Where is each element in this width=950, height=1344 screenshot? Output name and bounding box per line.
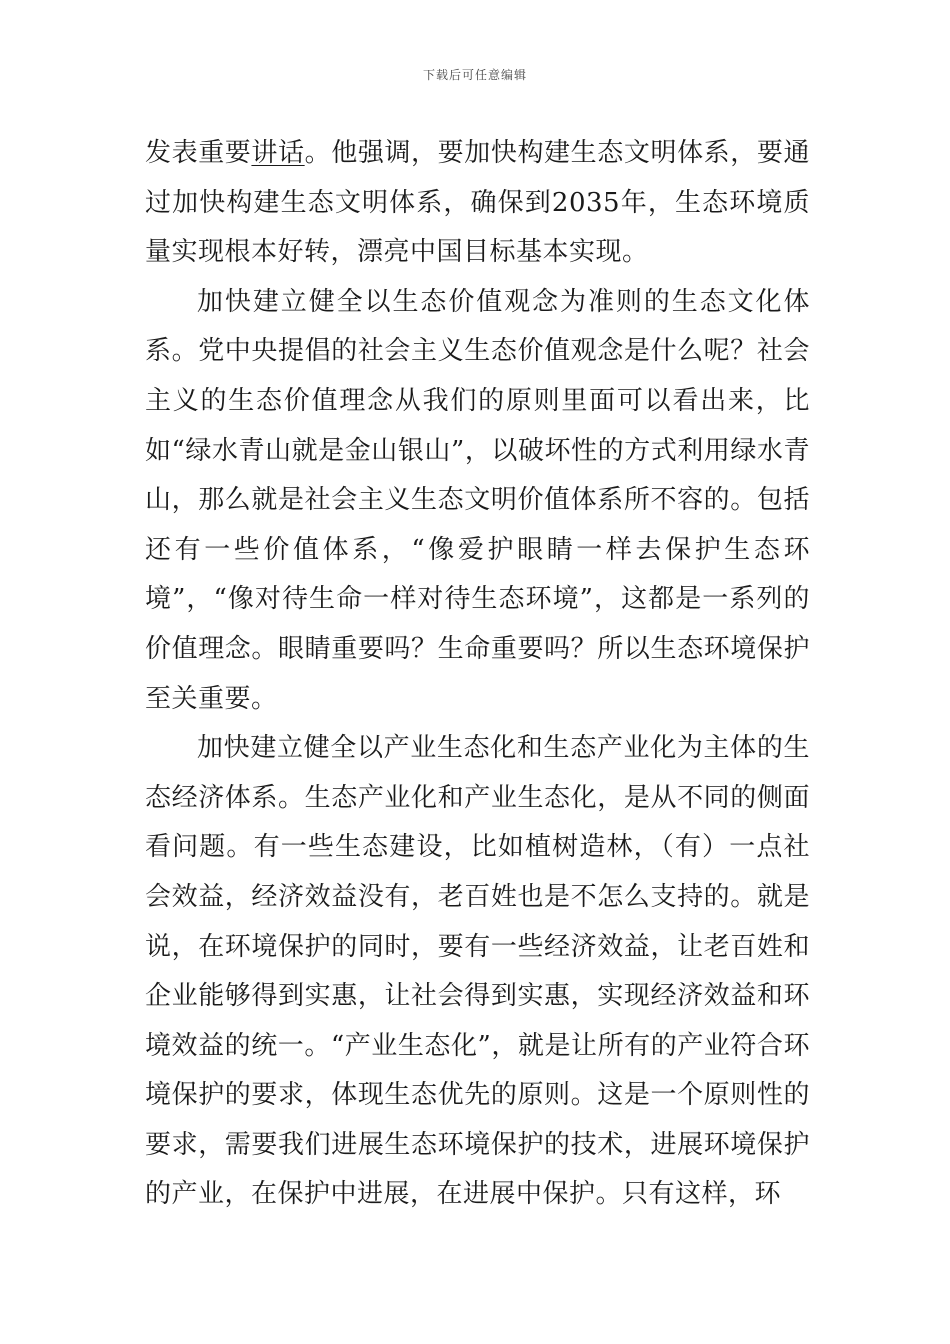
paragraph-2: 加快建立健全以生态价值观念为准则的生态文化体系。党中央提倡的社会主义生态价值观念是什么呢？社会主义的生态价值理念从我们的原则里面可以看出来，比如“绿水青山就是金山银山”，以破坏性的方式利用绿水青山，那么就是社会主义生态文明价值体系所不容的。包括还有一些价值体系，“像爱护眼睛一样去保护生态环境”，“像对待生命一样对待生态环境”，这都是一系列的价值理念。眼睛重要吗？生命重要吗？所以生态环境保护至关重要。	[145, 286, 810, 714]
paragraph-1-rest: 。他强调，要加快构建生态文明体系，要通过加快构建生态文明体系，确保到2035年，生态环境质量实现根本好转，漂亮中国目标基本实现。	[145, 138, 810, 268]
paragraph-1-lead: 发表重要	[145, 138, 252, 168]
paragraph-1	[145, 129, 810, 278]
page-header: 下载后可任意编辑	[422, 68, 527, 82]
document-body	[145, 129, 810, 1220]
paragraph-3: 加快建立健全以产业生态化和生态产业化为主体的生态经济体系。生态产业化和产业生态化，是从不同的侧面看问题。有一些生态建设，比如植树造林，（有）一点社会效益，经济效益没有，老百姓也是不怎么支持的。就是说，在环境保护的同时，要有一些经济效益，让老百姓和企业能够得到实惠，让社会得到实惠，实现经济效益和环境效益的统一。“产业生态化”，就是让所有的产业符合环境保护的要求，体现生态优先的原则。这是一个原则性的要求，需要我们进展生态环境保护的技术，进展环境保护的产业，在保护中进展，在进展中保护。只有这样，环	[145, 733, 810, 1210]
underlined-word: 讲话	[251, 138, 305, 168]
